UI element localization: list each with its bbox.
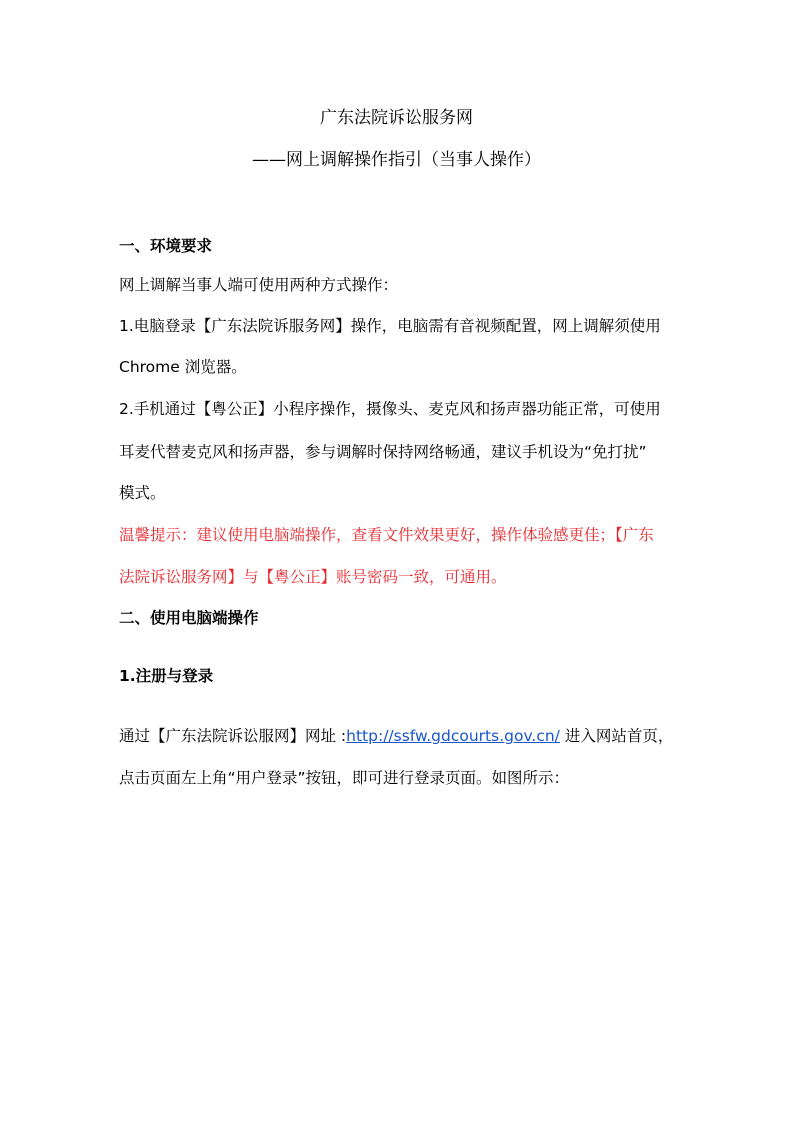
website-paragraph-suffix: 进入网站首页，	[559, 727, 674, 745]
phone-requirement-line2: 耳麦代替麦克风和扬声器，参与调解时保持网络畅通，建议手机设为“免打扰”	[119, 443, 647, 461]
tip-line2: 法院诉讼服务网】与【粤公正】账号密码一致，可通用。	[119, 568, 507, 586]
environment-intro: 网上调解当事人端可使用两种方式操作：	[119, 276, 399, 294]
section-heading-computer: 二、使用电脑端操作	[119, 609, 259, 627]
website-paragraph-prefix: 通过【广东法院诉讼服网】网址 :	[119, 727, 347, 745]
document-title: 广东法院诉讼服务网	[320, 108, 473, 128]
website-link[interactable]: http://ssfw.gdcourts.gov.cn/	[346, 727, 560, 745]
subsection-heading-register-login: 1.注册与登录	[119, 667, 214, 685]
computer-requirement-line2: Chrome 浏览器。	[119, 358, 247, 376]
section-heading-environment: 一、环境要求	[119, 237, 213, 255]
computer-requirement-line1: 1.电脑登录【广东法院诉服务网】操作，电脑需有音视频配置，网上调解须使用	[119, 317, 661, 335]
document-subtitle: ——网上调解操作指引（当事人操作）	[252, 150, 541, 170]
website-paragraph-line1	[119, 724, 679, 748]
website-paragraph-line2: 点击页面左上角“用户登录”按钮，即可进行登录页面。如图所示：	[119, 769, 570, 787]
phone-requirement-line1: 2.手机通过【粤公正】小程序操作，摄像头、麦克风和扬声器功能正常，可使用	[119, 400, 661, 418]
phone-requirement-line3: 模式。	[119, 484, 166, 502]
tip-line1: 温馨提示：建议使用电脑端操作，查看文件效果更好，操作体验感更佳；【广东	[119, 526, 654, 544]
